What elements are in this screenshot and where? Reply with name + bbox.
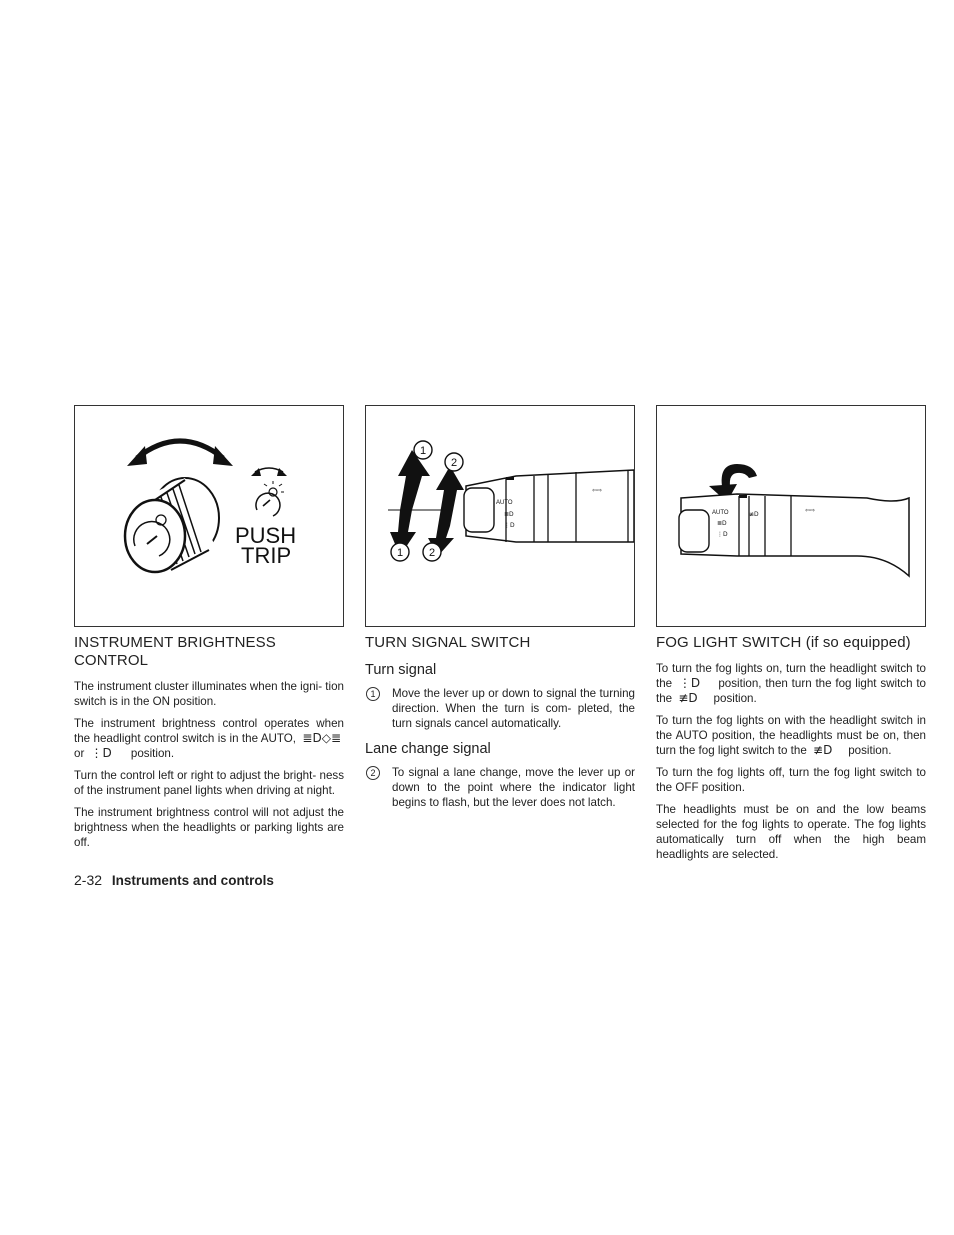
text: position. bbox=[130, 747, 175, 760]
list-item bbox=[365, 765, 635, 810]
item-number: 1 bbox=[366, 687, 380, 701]
section-title: INSTRUMENT BRIGHTNESS CONTROL bbox=[74, 634, 276, 669]
fog-light-icon: ≢D bbox=[678, 691, 698, 705]
text: position. bbox=[848, 744, 892, 757]
paragraph: To turn the fog lights off, turn the fog light switch to the OFF position. bbox=[656, 766, 926, 794]
paragraph: The instrument brightness control will not adjust the brightness when the headlights or parking lights are off. bbox=[74, 806, 344, 849]
label-num-1-top: 1 bbox=[420, 445, 427, 457]
item-number: 2 bbox=[366, 766, 380, 780]
fog-light-lever-illustration bbox=[657, 406, 925, 626]
text: position. bbox=[713, 692, 757, 705]
item-text: To signal a lane change, move the lever up or down to the point where the indicator light begins to flash, but the lever does not latch. bbox=[392, 766, 635, 809]
headlight-icon: ≣D◇≣ bbox=[302, 731, 341, 745]
list-item bbox=[365, 686, 635, 731]
fog-light-figure bbox=[656, 405, 926, 627]
brightness-knob-illustration bbox=[75, 406, 343, 626]
paragraph bbox=[74, 716, 344, 761]
push-label: PUSH bbox=[235, 523, 297, 548]
paragraph: Turn the control left or right to adjust the bright- ness of the instrument panel lights when driving at night. bbox=[74, 769, 344, 797]
fog-light-icon: ≢D bbox=[749, 511, 759, 518]
paragraph: The instrument cluster illuminates when the igni- tion switch is in the ON position. bbox=[74, 680, 345, 708]
paragraph bbox=[656, 661, 926, 706]
page-number: 2-32 bbox=[74, 872, 103, 888]
turn-signal-section bbox=[365, 405, 635, 816]
turn-signal-icon: ⇦⇨ bbox=[805, 507, 816, 514]
instrument-brightness-section bbox=[74, 405, 344, 857]
page-footer bbox=[74, 872, 274, 888]
label-num-1-bottom: 1 bbox=[397, 547, 404, 559]
auto-label: AUTO bbox=[712, 510, 729, 516]
fog-light-section bbox=[656, 405, 926, 869]
instrument-brightness-figure bbox=[74, 405, 344, 627]
parking-light-icon: ⋮D bbox=[717, 531, 728, 538]
paragraph: The headlights must be on and the low beams selected for the fog lights to operate. The fog lights automatically turn off when the high beam headlights are selected. bbox=[656, 803, 926, 861]
text: or bbox=[74, 747, 85, 760]
parking-light-icon: ⋮D bbox=[90, 746, 112, 760]
item-text: Move the lever up or down to signal the turning direction. When the turn is com- pleted, the turn signals cancel automatically. bbox=[392, 687, 635, 730]
auto-label: AUTO bbox=[496, 500, 513, 506]
text: To turn the fog lights on, turn the headlight switch to the bbox=[656, 662, 926, 690]
subheading-turn-signal: Turn signal bbox=[365, 662, 437, 678]
parking-light-icon: ⋮D bbox=[678, 676, 701, 690]
section-title: FOG LIGHT SWITCH (if so equipped) bbox=[656, 634, 911, 651]
fog-light-icon: ≢D bbox=[813, 743, 833, 757]
subheading-lane-change: Lane change signal bbox=[365, 741, 491, 757]
trip-label: TRIP bbox=[241, 543, 292, 568]
text: position, then turn the fog light switch to the bbox=[656, 677, 926, 705]
headlight-icon: ≣D bbox=[504, 511, 514, 518]
section-title: TURN SIGNAL SWITCH bbox=[365, 634, 531, 651]
turn-signal-figure bbox=[365, 405, 635, 627]
label-num-2-bottom: 2 bbox=[429, 547, 436, 559]
text: To turn the fog lights on with the headlight switch in the AUTO position, the headlights must be on, then turn the fog light switch to the bbox=[656, 714, 926, 757]
text: The instrument brightness control operates when the headlight control switch is in the AUTO, bbox=[74, 717, 344, 745]
headlight-icon: ≣D bbox=[717, 520, 727, 527]
turn-signal-lever-illustration bbox=[366, 406, 634, 626]
section-name: Instruments and controls bbox=[111, 873, 274, 888]
label-num-2-top: 2 bbox=[451, 457, 458, 469]
parking-light-icon: ⋮D bbox=[504, 522, 515, 529]
paragraph bbox=[656, 713, 926, 758]
turn-signal-icon: ⇦⇨ bbox=[592, 487, 603, 494]
